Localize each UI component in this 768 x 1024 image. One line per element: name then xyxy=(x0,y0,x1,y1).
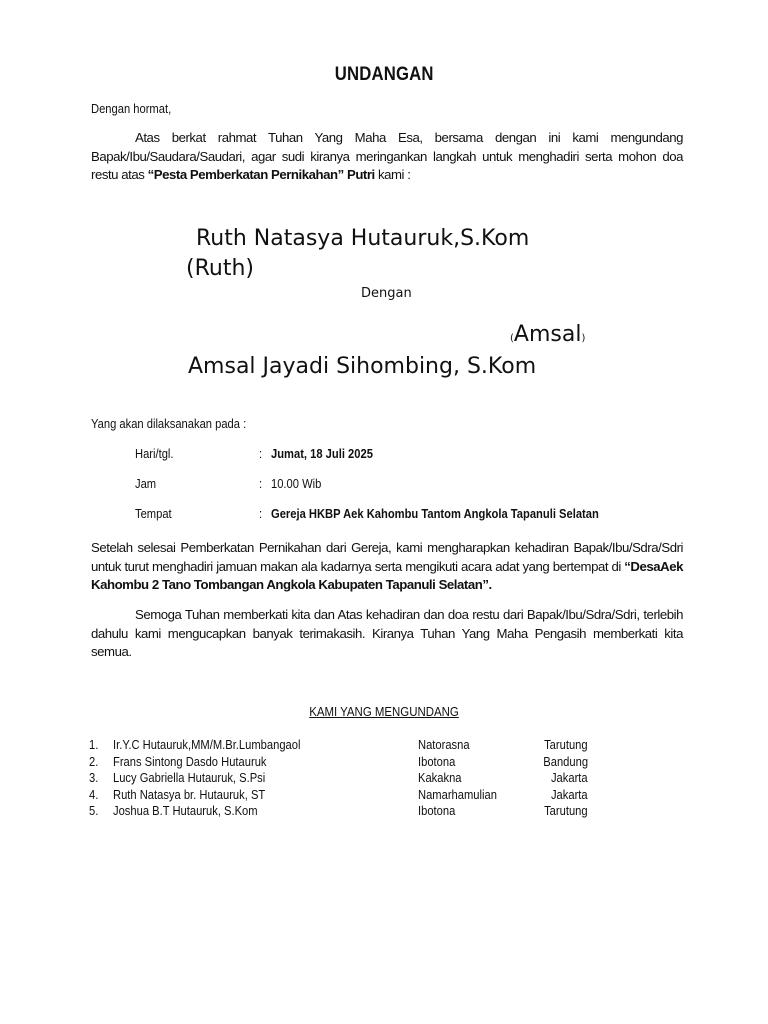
groom-nickname: Amsal xyxy=(513,322,582,347)
schedule-label-time: Jam xyxy=(135,476,157,491)
host-name: Frans Sintong Dasdo Hutauruk xyxy=(113,753,267,769)
reception-text: Setelah selesai Pemberkatan Pernikahan dari Gereja, kami mengharapkan kehadiran Bapak/Ibu/Sdra/Sdri untuk turut menghadiri jamuan makan ala kadarnya serta mengikuti acara adat yang bertempat di xyxy=(91,540,683,574)
greeting: Dengan hormat, xyxy=(91,101,172,116)
host-name: Ir.Y.C Hutauruk,MM/M.Br.Lumbangaol xyxy=(113,737,301,752)
schedule-value-place: Gereja HKBP Aek Kahombu Tantom Angkola Tapanuli Selatan xyxy=(271,506,599,521)
hosts-heading: KAMI YANG MENGUNDANG xyxy=(309,704,459,719)
host-name: Lucy Gabriella Hutauruk, S.Psi xyxy=(113,770,266,785)
closing-paragraph xyxy=(91,606,683,662)
host-number: 4. xyxy=(89,786,99,802)
hosts-list xyxy=(89,737,599,820)
host-name: Ruth Natasya br. Hutauruk, ST xyxy=(113,786,266,802)
groom-full-name: Amsal Jayadi Sihombing, S.Kom xyxy=(188,354,537,379)
schedule-colon: : xyxy=(259,446,263,461)
schedule-value-time: 10.00 Wib xyxy=(271,476,322,491)
bride-nickname: (Ruth) xyxy=(186,256,254,281)
paren-close: ) xyxy=(581,333,586,344)
host-role: Namarhamulian xyxy=(418,786,497,802)
schedule-colon: : xyxy=(259,476,263,491)
reception-location: “DesaAek Kahombu 2 Tano Tombangan Angkola Kabupaten Tapanuli Selatan”. xyxy=(91,558,683,592)
schedule-label-date: Hari/tgl. xyxy=(135,446,174,461)
intro-paragraph xyxy=(91,129,683,185)
host-number: 5. xyxy=(89,803,99,818)
connector-text: Dengan xyxy=(361,286,412,301)
host-role: Ibotona xyxy=(418,753,456,769)
host-city: Tarutung xyxy=(544,737,588,752)
bride-full-name: Ruth Natasya Hutauruk,S.Kom xyxy=(196,226,530,251)
list-item xyxy=(89,803,599,820)
host-role: Kakakna xyxy=(418,770,462,785)
list-item xyxy=(89,770,599,787)
host-city: Jakarta xyxy=(551,786,588,802)
list-item xyxy=(89,787,599,804)
list-item xyxy=(89,737,599,754)
host-city: Jakarta xyxy=(551,770,588,785)
list-item xyxy=(89,754,599,771)
page-title: UNDANGAN xyxy=(334,64,434,85)
host-number: 1. xyxy=(89,737,99,752)
host-role: Natorasna xyxy=(418,737,470,752)
host-city: Tarutung xyxy=(544,803,588,818)
schedule-colon: : xyxy=(259,506,263,521)
host-number: 3. xyxy=(89,770,99,785)
schedule-intro: Yang akan dilaksanakan pada : xyxy=(91,416,247,431)
host-role: Ibotona xyxy=(418,803,456,818)
event-name: “Pesta Pemberkatan Pernikahan” Putri xyxy=(147,167,375,182)
schedule-label-place: Tempat xyxy=(135,506,172,521)
reception-paragraph xyxy=(91,539,683,595)
schedule-value-date: Jumat, 18 Juli 2025 xyxy=(271,446,373,461)
host-number: 2. xyxy=(89,753,99,769)
host-city: Bandung xyxy=(543,753,588,769)
paren-open: ( xyxy=(510,333,514,344)
intro-text: Atas berkat rahmat Tuhan Yang Maha Esa, bersama dengan ini kami mengundang Bapak/Ibu/Saudara/Saudari, agar sudi kiranya meringankan langkah untuk menghadiri serta mohon doa restu atas xyxy=(91,130,683,182)
host-name: Joshua B.T Hutauruk, S.Kom xyxy=(113,803,258,818)
closing-text: Semoga Tuhan memberkati kita dan Atas kehadiran dan doa restu dari Bapak/Ibu/Sdra/Sdri, terlebih dahulu kami mengucapkan banyak terimakasih. Kiranya Tuhan Yang Maha Pengasih memberkati kita semua. xyxy=(91,607,683,659)
groom-nickname-line xyxy=(510,322,585,347)
intro-tail: kami : xyxy=(374,167,411,182)
